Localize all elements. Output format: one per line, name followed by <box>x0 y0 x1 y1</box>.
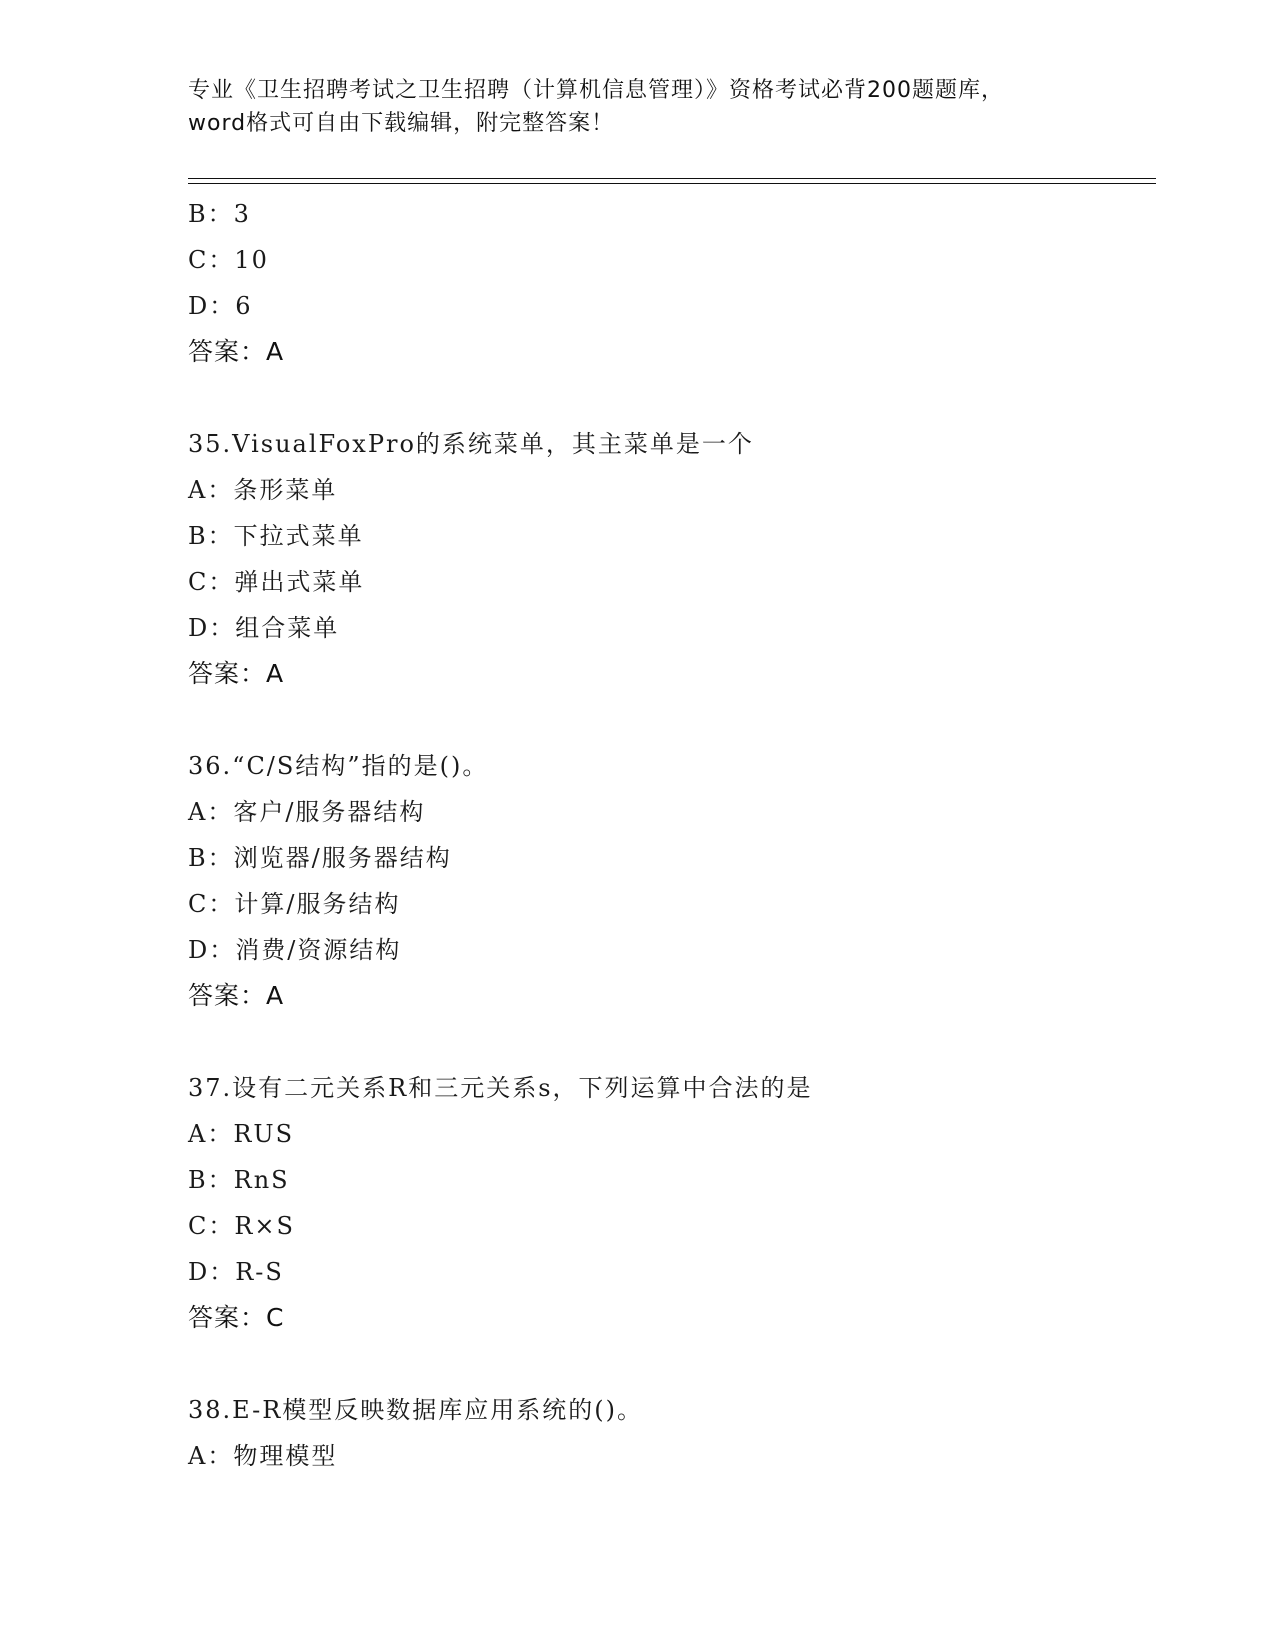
q36-question: 36.“C/S结构”指的是()。 <box>188 752 489 780</box>
q36-option-c: C：计算/服务结构 <box>188 890 401 918</box>
q36-option-b: B：浏览器/服务器结构 <box>188 844 452 872</box>
spacer <box>188 1019 1148 1065</box>
q37-question: 37.设有二元关系R和三元关系s，下列运算中合法的是 <box>188 1074 813 1102</box>
q34-option-c: C：10 <box>188 246 269 274</box>
question-37-block <box>188 1065 1148 1341</box>
q37-option-b: B：RnS <box>188 1166 290 1194</box>
q35-question: 35.VisualFoxPro的系统菜单，其主菜单是一个 <box>188 430 754 458</box>
q38-question: 38.E-R模型反映数据库应用系统的()。 <box>188 1396 644 1424</box>
header-line-2: word格式可自由下载编辑，附完整答案！ <box>188 111 615 136</box>
q37-answer: 答案：C <box>188 1303 285 1332</box>
header-line-1: 专业《卫生招聘考试之卫生招聘（计算机信息管理）》资格考试必背200题题库， <box>188 78 1004 103</box>
q34-option-d: D：6 <box>188 292 253 320</box>
q36-option-d: D：消费/资源结构 <box>188 936 402 964</box>
q34-option-b: B：3 <box>188 200 251 228</box>
question-36-block <box>188 743 1148 1019</box>
question-35-block <box>188 421 1148 697</box>
header-rule-top <box>188 178 1156 179</box>
q35-answer: 答案：A <box>188 659 285 688</box>
q36-option-a: A：客户/服务器结构 <box>188 798 426 826</box>
spacer <box>188 375 1148 421</box>
q35-option-c: C：弹出式菜单 <box>188 568 365 596</box>
q37-option-c: C：R×S <box>188 1212 295 1240</box>
question-list <box>188 191 1148 1479</box>
q35-option-b: B：下拉式菜单 <box>188 522 364 550</box>
spacer <box>188 697 1148 743</box>
spacer <box>188 1341 1148 1387</box>
q34-answer: 答案：A <box>188 337 285 366</box>
q36-answer: 答案：A <box>188 981 285 1010</box>
q37-option-a: A：RUS <box>188 1120 295 1148</box>
q37-option-d: D：R-S <box>188 1258 284 1286</box>
q35-option-a: A：条形菜单 <box>188 476 338 504</box>
q35-option-d: D：组合菜单 <box>188 614 340 642</box>
question-34-block <box>188 191 1148 375</box>
header-rule-bottom <box>188 183 1156 184</box>
question-38-block <box>188 1387 1148 1479</box>
document-header <box>188 74 1088 140</box>
q38-option-a: A：物理模型 <box>188 1442 338 1470</box>
